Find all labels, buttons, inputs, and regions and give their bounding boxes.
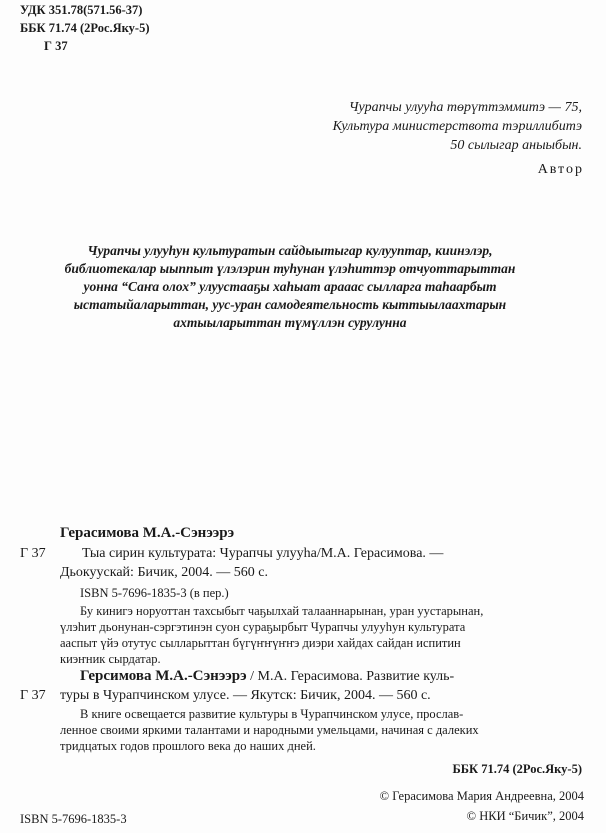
udk-index: УДК 351.78(571.56-37) — [20, 3, 143, 17]
card-russian-code: Г 37 — [20, 688, 46, 703]
dedication-line-3: 50 сылыгар аныыбын. — [450, 138, 582, 153]
card-russian-title-2: туры в Чурапчинском улусе. — Якутск: Бичик, 2004. — 560 с. — [60, 688, 431, 703]
card-sakha-code: Г 37 — [20, 546, 46, 561]
dedication-line-1: Чурапчы улууһа төрүттэммитэ — 75, — [348, 100, 582, 115]
footer-isbn: ISBN 5-7696-1835-3 — [20, 812, 127, 826]
card-sakha-annotation-1: Бу кинигэ норуоттан тахсыбыт чаҕылхай талааннарынан, уран уустарынан, — [80, 604, 484, 618]
copyright-publisher: © НКИ “Бичик”, 2004 — [466, 809, 584, 823]
footer-bbk: ББК 71.74 (2Рос.Яку-5) — [452, 762, 582, 776]
card-sakha-annotation-4: киэҥник сырдатар. — [60, 652, 161, 666]
description-line-5: ахтыыларыттан түмүллэн сурулунна — [173, 315, 407, 330]
card-sakha-title-1: Тыа сирин культурата: Чурапчы улууһа/М.А. Герасимова. — — [82, 546, 444, 561]
copyright-author: © Герасимова Мария Андреевна, 2004 — [379, 789, 584, 803]
dedication-line-2: Культура министерствота тэриллибитэ — [332, 119, 582, 134]
description-line-2: библиотекалар ыыппыт үлэлэрин туһунан үлэһиттэр отчуоттарыттан — [64, 261, 516, 276]
card-russian-annotation-2: ленное своими яркими талантами и народными умельцами, начиная с далеких — [60, 723, 479, 737]
description-line-3: уонна “Саҥа олох” улуустааҕы хаһыат арааас сылларга таһаарбыт — [83, 279, 497, 294]
card-russian-heading — [80, 667, 454, 686]
description-line-1: Чурапчы улууһун культуратын сайдыытыгар кулууптар, киинэлэр, — [87, 243, 493, 258]
card-sakha-isbn: ISBN 5-7696-1835-3 (в пер.) — [80, 586, 229, 600]
description-line-4: ыстатыйаларыттан, уус-уран самодеятельность кыттыылаахтарын — [73, 297, 507, 312]
card-sakha-author: Герасимова М.А.-Сэнээрэ — [60, 525, 235, 541]
author-mark: Г 37 — [44, 39, 68, 53]
bbk-index: ББК 71.74 (2Рос.Яку-5) — [20, 21, 150, 35]
card-russian-author: Герсимова М.А.-Сэнээрэ — [80, 668, 247, 684]
card-russian-title-1: / М.А. Герасимова. Развитие куль- — [246, 669, 455, 684]
card-sakha-annotation-2: үлэһит дьонунан-сэргэтинэн суон сураҕырбыт Чурапчы улууһун культурата — [60, 620, 466, 634]
author-signature: Автор — [537, 162, 584, 177]
card-sakha-title-2: Дьокуускай: Бичик, 2004. — 560 с. — [60, 565, 269, 580]
card-russian-annotation-1: В книге освещается развитие культуры в Чурапчинском улусе, прослав- — [80, 707, 464, 721]
card-russian-annotation-3: тридцатых годов прошлого века до наших дней. — [60, 739, 316, 753]
card-sakha-annotation-3: ааспыт үйэ отутус сылларыттан бүгүҥҥүҥҥэ диэри хайдах сайдан испитин — [60, 636, 461, 650]
